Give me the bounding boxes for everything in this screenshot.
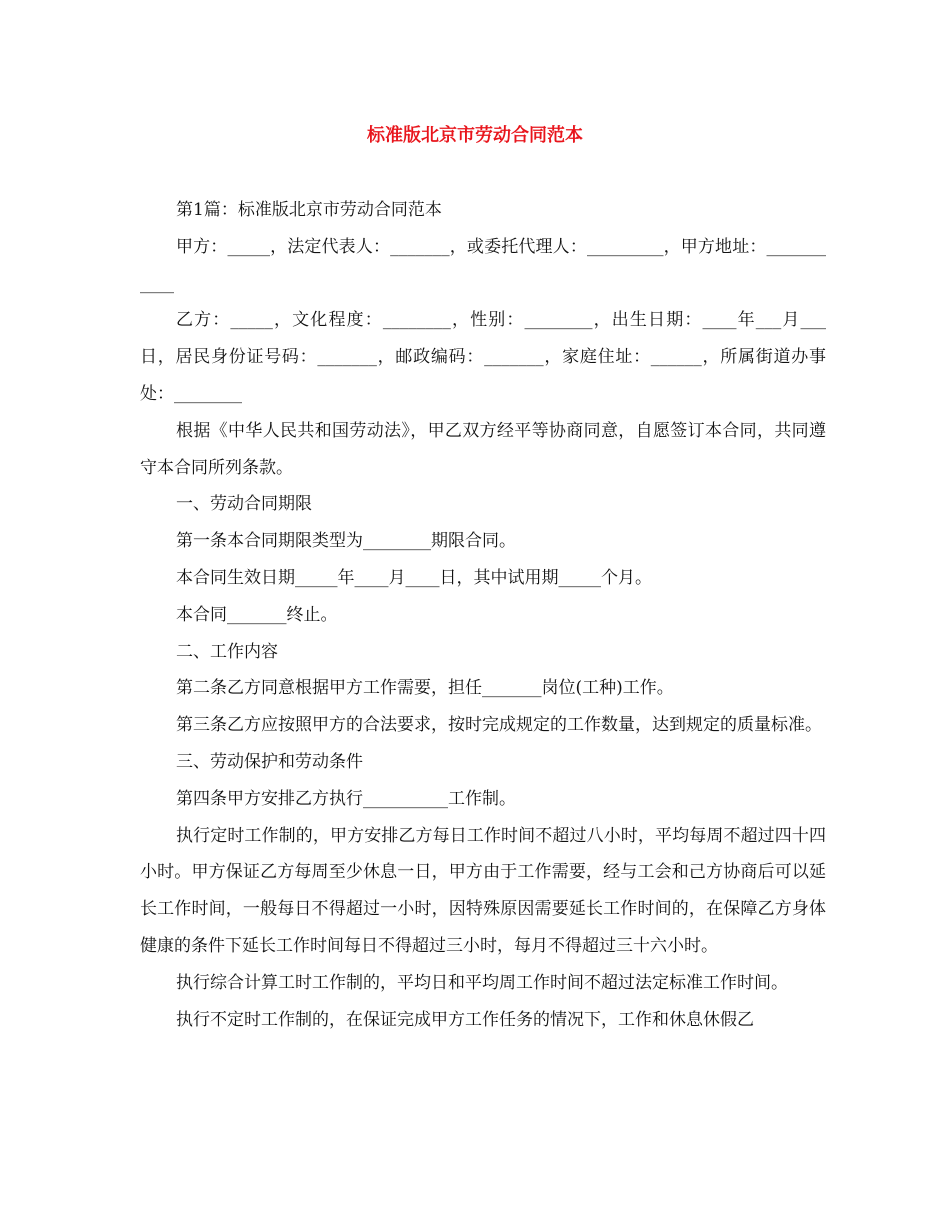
paragraph-preamble: 根据《中华人民共和国劳动法》，甲乙双方经平等协商同意，自愿签订本合同，共同遵守本合同所列条款。 xyxy=(140,420,826,478)
paragraph-article-2: 第二条乙方同意根据甲方工作需要，担任_______岗位(工种)工作。 xyxy=(176,678,674,699)
paragraph-party-b: 乙方：_____，文化程度：________，性别：________，出生日期：____年___月___日，居民身份证号码：_______，邮政编码：_______，家庭住址：______，所属街道办事处：________ xyxy=(140,310,826,404)
paragraph-flexible-hours: 执行不定时工作制的，在保证完成甲方工作任务的情况下，工作和休息休假乙 xyxy=(176,1009,754,1030)
paragraph-comprehensive-hours: 执行综合计算工时工作制的，平均日和平均周工作时间不超过法定标准工作时间。 xyxy=(176,972,788,993)
paragraph-effective-date: 本合同生效日期_____年____月____日，其中试用期_____个月。 xyxy=(176,567,652,588)
document-title: 标准版北京市劳动合同范本 xyxy=(367,125,583,146)
paragraph-standard-hours: 执行定时工作制的，甲方安排乙方每日工作时间不超过八小时，平均每周不超过四十四小时。甲方保证乙方每周至少休息一日，甲方由于工作需要，经与工会和己方协商后可以延长工作时间，一般每日不得超过一小时，因特殊原因需要延长工作时间的，在保障乙方身体健康的条件下延长工作时间每日不得超过三小时，每月不得超过三十六小时。 xyxy=(140,825,826,956)
paragraph-party-a: 甲方：_____，法定代表人：_______，或委托代理人：_________，甲方地址：___________ xyxy=(140,236,826,294)
paragraph-chapter-heading: 第1篇：标准版北京市劳动合同范本 xyxy=(176,200,442,220)
section-heading-work-content: 二、工作内容 xyxy=(176,641,278,662)
section-heading-labor-protection: 三、劳动保护和劳动条件 xyxy=(176,751,363,772)
section-heading-contract-term: 一、劳动合同期限 xyxy=(176,494,312,515)
paragraph-article-4: 第四条甲方安排乙方执行__________工作制。 xyxy=(176,788,516,809)
paragraph-article-3: 第三条乙方应按照甲方的合法要求，按时完成规定的工作数量，达到规定的质量标准。 xyxy=(176,715,822,736)
paragraph-termination: 本合同_______终止。 xyxy=(176,604,338,625)
document-body xyxy=(140,192,826,1038)
paragraph-article-1: 第一条本合同期限类型为________期限合同。 xyxy=(176,531,516,552)
